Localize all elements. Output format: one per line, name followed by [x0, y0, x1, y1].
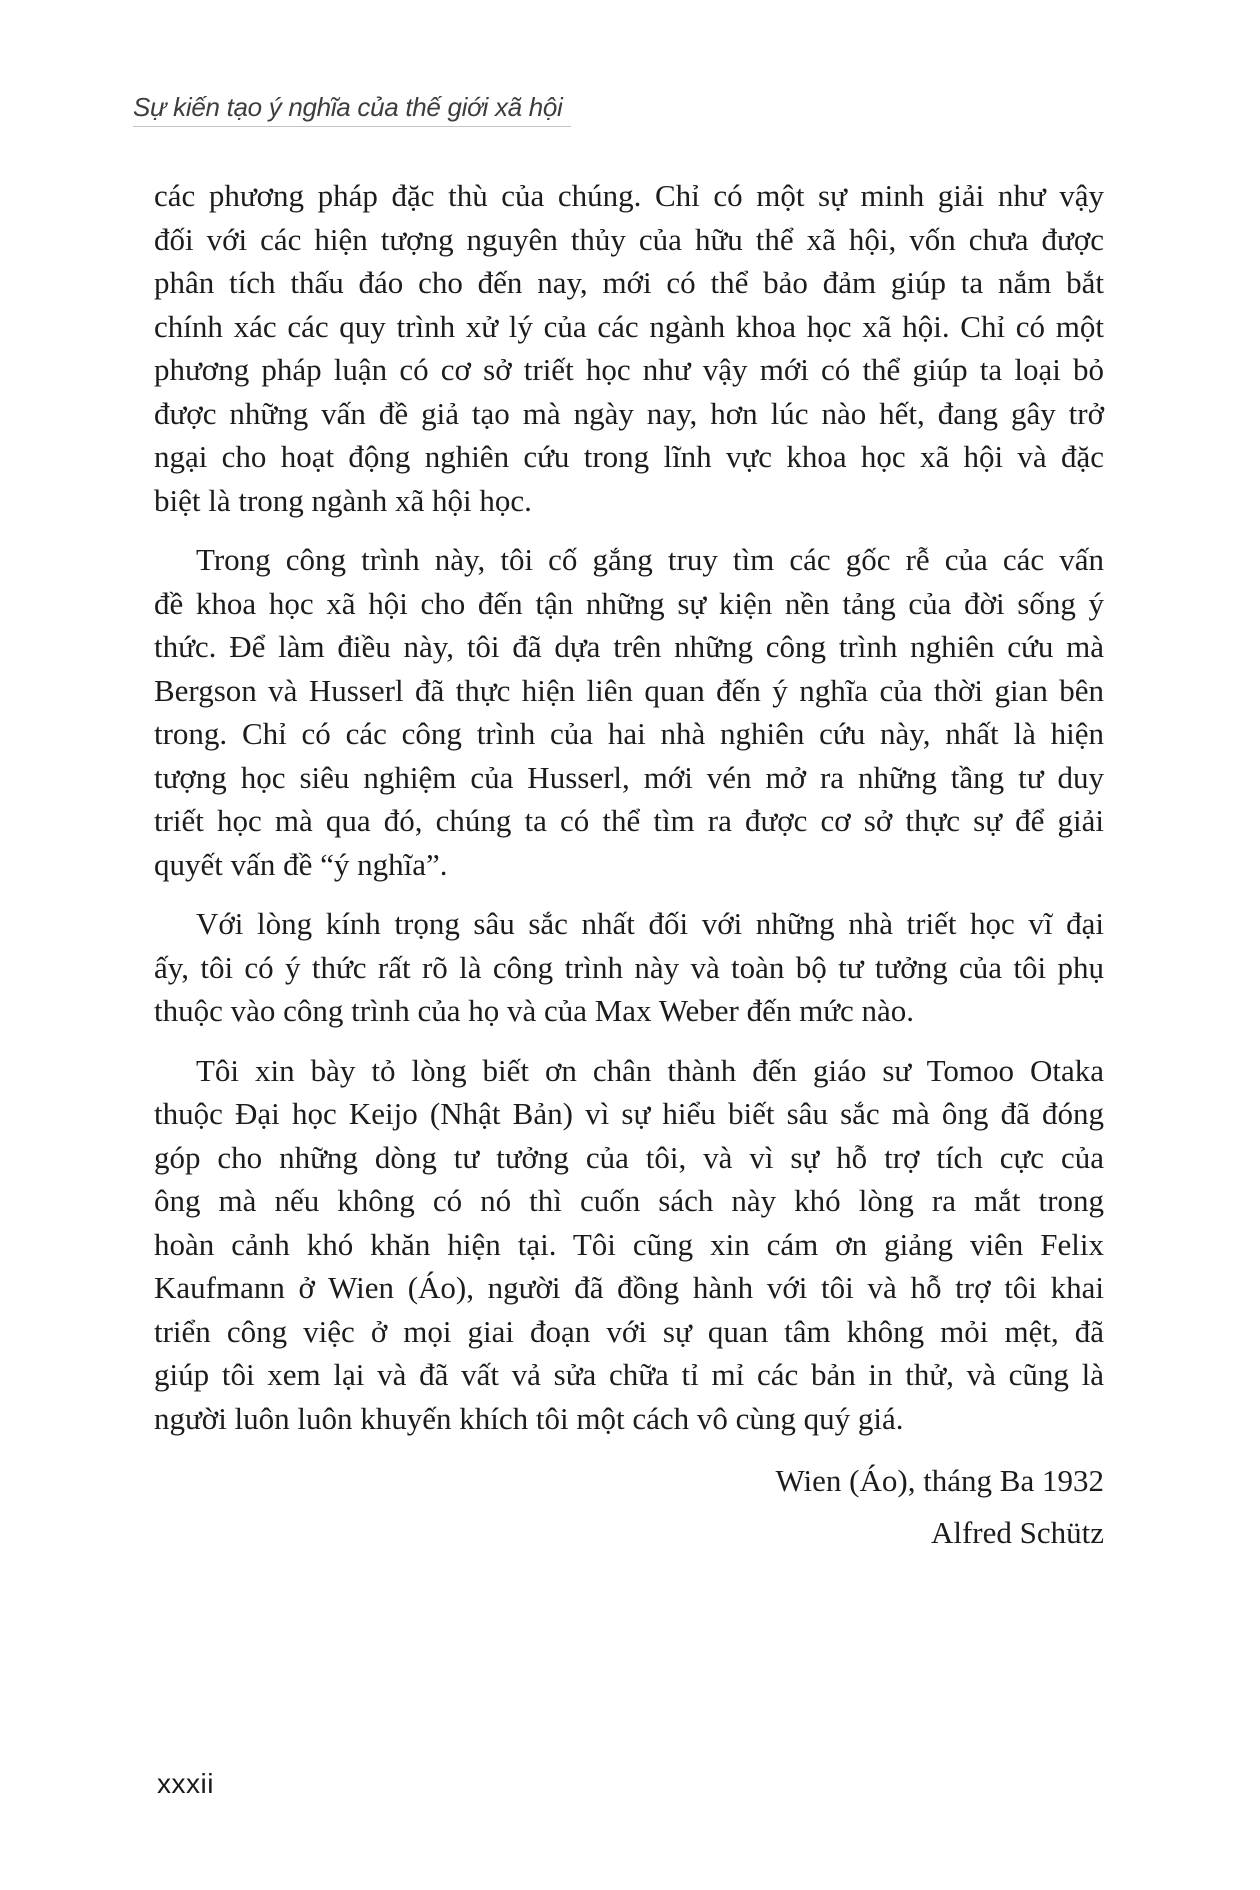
body-line: phương pháp luận có cơ sở triết học như vậy mới có thể giúp ta loại bỏ	[154, 352, 1104, 387]
body-line: phân tích thấu đáo cho đến nay, mới có thể bảo đảm giúp ta nắm bắt	[154, 265, 1104, 300]
signature-block	[154, 1455, 1104, 1559]
body-line: người luôn luôn khuyến khích tôi một cách vô cùng quý giá.	[154, 1400, 904, 1436]
paragraph	[154, 174, 1104, 522]
body-line: Tôi xin bày tỏ lòng biết ơn chân thành đến giáo sư Tomoo Otaka	[196, 1052, 1104, 1088]
body-line: đối với các hiện tượng nguyên thủy của hữu thể xã hội, vốn chưa được	[154, 221, 1104, 257]
page-number: xxxii	[157, 1768, 214, 1799]
body-line: hoàn cảnh khó khăn hiện tại. Tôi cũng xin cám ơn giảng viên Felix	[154, 1226, 1104, 1262]
body-line: Kaufmann ở Wien (Áo), người đã đồng hành với tôi và hỗ trợ tôi khai	[154, 1270, 1104, 1305]
body-line: quyết vấn đề “ý nghĩa”.	[154, 846, 448, 882]
body-line: Với lòng kính trọng sâu sắc nhất đối với những nhà triết học vĩ đại	[196, 906, 1104, 941]
body-line: triển công việc ở mọi giai đoạn với sự quan tâm không mỏi mệt, đã	[154, 1313, 1104, 1349]
body-line: tượng học siêu nghiệm của Husserl, mới vén mở ra những tầng tư duy	[154, 759, 1104, 795]
signature-place-date: Wien (Áo), tháng Ba 1932	[775, 1463, 1104, 1498]
body-line: chính xác các quy trình xử lý của các ngành khoa học xã hội. Chỉ có một	[154, 308, 1104, 344]
signature-author: Alfred Schütz	[930, 1515, 1104, 1550]
paragraph	[154, 538, 1104, 886]
body-line: được những vấn đề giả tạo mà ngày nay, hơn lúc nào hết, đang gây trở	[154, 395, 1104, 431]
body-line: góp cho những dòng tư tưởng của tôi, và vì sự hỗ trợ tích cực của	[154, 1139, 1104, 1175]
body-line: triết học mà qua đó, chúng ta có thể tìm ra được cơ sở thực sự để giải	[154, 803, 1104, 838]
body-text	[154, 174, 1104, 1559]
running-head-title: Sự kiến tạo ý nghĩa của thế giới xã hội	[133, 92, 571, 127]
paragraph	[154, 1049, 1104, 1441]
body-line: các phương pháp đặc thù của chúng. Chỉ có một sự minh giải như vậy	[154, 178, 1104, 213]
paragraph	[154, 902, 1104, 1033]
body-line: thuộc vào công trình của họ và của Max Weber đến mức nào.	[154, 993, 915, 1028]
body-line: giúp tôi xem lại và đã vất vả sửa chữa tỉ mỉ các bản in thử, và cũng là	[154, 1357, 1104, 1392]
body-line: Trong công trình này, tôi cố gắng truy tìm các gốc rễ của các vấn	[196, 542, 1104, 577]
body-line: ngại cho hoạt động nghiên cứu trong lĩnh vực khoa học xã hội và đặc	[154, 439, 1104, 474]
body-line: ông mà nếu không có nó thì cuốn sách này khó lòng ra mắt trong	[154, 1183, 1104, 1218]
body-line: ấy, tôi có ý thức rất rõ là công trình này và toàn bộ tư tưởng của tôi phụ	[154, 949, 1104, 985]
body-line: thuộc Đại học Keijo (Nhật Bản) vì sự hiểu biết sâu sắc mà ông đã đóng	[154, 1096, 1104, 1131]
body-line: thức. Để làm điều này, tôi đã dựa trên những công trình nghiên cứu mà	[154, 629, 1104, 664]
body-line: đề khoa học xã hội cho đến tận những sự kiện nền tảng của đời sống ý	[154, 585, 1104, 621]
body-line: Bergson và Husserl đã thực hiện liên quan đến ý nghĩa của thời gian bên	[154, 672, 1104, 708]
body-line: trong. Chỉ có các công trình của hai nhà nghiên cứu này, nhất là hiện	[154, 716, 1104, 751]
body-line: biệt là trong ngành xã hội học.	[154, 482, 532, 518]
